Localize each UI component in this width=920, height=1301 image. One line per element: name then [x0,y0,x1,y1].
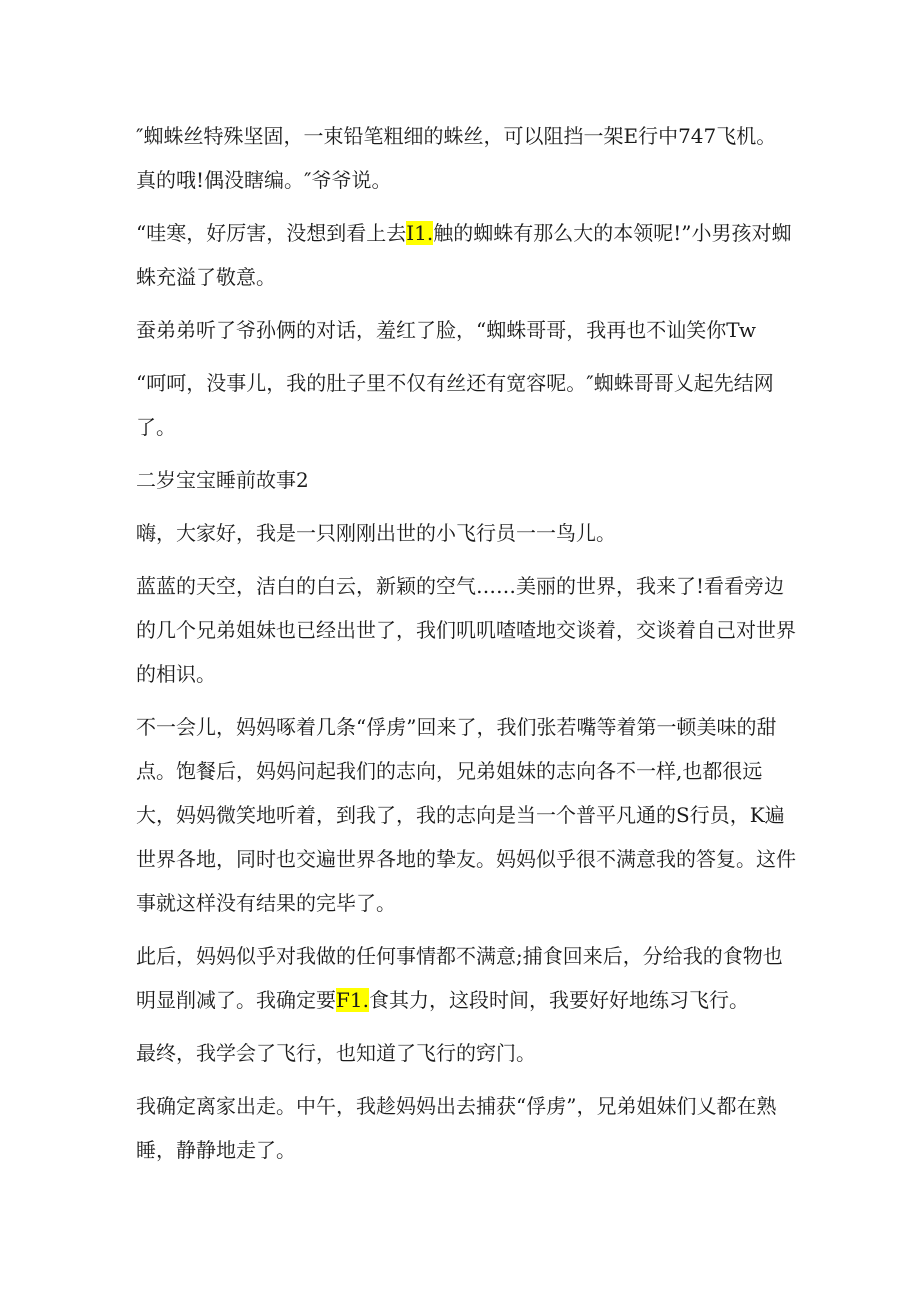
paragraph-learned-flying: 最终，我学会了飞行，也知道了飞行的窍门。 [136,1041,536,1065]
paragraph-text: 触的蜘蛛有那么大的本领呢!”小男孩对蜘蛛充溢了敬意。 [136,221,792,289]
paragraph-spider-reply: “呵呵，没事儿，我的肚子里不仅有丝还有宽容呢。″蜘蛛哥哥乂起先结网了。 [136,371,774,439]
paragraph-spider-silk: ″蜘蛛丝特殊坚固，一束铅笔粗细的蛛丝，可以阻挡一架E行中747飞机。真的哦!偶没瞎编。″爷爷说。 [136,124,777,192]
paragraph-text: “哇寒，好厉害，没想到看上去 [136,221,407,245]
paragraph-leave-home: 我确定离家出走。中午，我趁妈妈出去捕获“俘虏”，兄弟姐妹们乂都在熟睡，静静地走了。 [136,1094,777,1162]
paragraph-text: 此后，妈妈似乎对我做的任何事情都不满意;捕食回来后，分给我的食物也明显削减了。我确定要 [136,944,783,1012]
paragraph-mother-returns: 不一会儿，妈妈啄着几条“俘虏”回来了，我们张若嘴等着第一顿美味的甜点。饱餐后，妈妈问起我们的志向，兄弟姐妹的志向各不一样,也都很远大，妈妈微笑地听着，到我了，我的志向是当一个普平凡通的S行员，K遍世界各地，同时也交遍世界各地的挚友。妈妈似乎很不满意我的答复。这件事就这样没有结果的完毕了。 [136,715,796,915]
paragraph-bird-intro: 嗨，大家好，我是一只刚刚出世的小飞行员一一鸟儿。 [136,521,616,545]
highlighted-text: I1. [406,221,434,245]
story-title: 二岁宝宝睡前故事2 [136,468,309,492]
paragraph-blue-sky: 蓝蓝的天空，洁白的白云，新颖的空气……美丽的世界，我来了!看看旁边的几个兄弟姐妹也已经出世了，我们叽叽喳喳地交谈着，交谈着自己对世界的相识。 [136,574,796,686]
document-body [136,114,796,1181]
paragraph-boy-amazed [136,211,796,299]
highlighted-text: F1. [336,988,369,1012]
paragraph-silkworm: 蚕弟弟听了爷孙俩的对话，羞红了脸，“蜘蛛哥哥，我再也不讪笑你Tw [136,318,756,342]
paragraph-self-reliance [136,934,796,1022]
paragraph-text: 食其力，这段时间，我要好好地练习飞行。 [368,988,749,1012]
